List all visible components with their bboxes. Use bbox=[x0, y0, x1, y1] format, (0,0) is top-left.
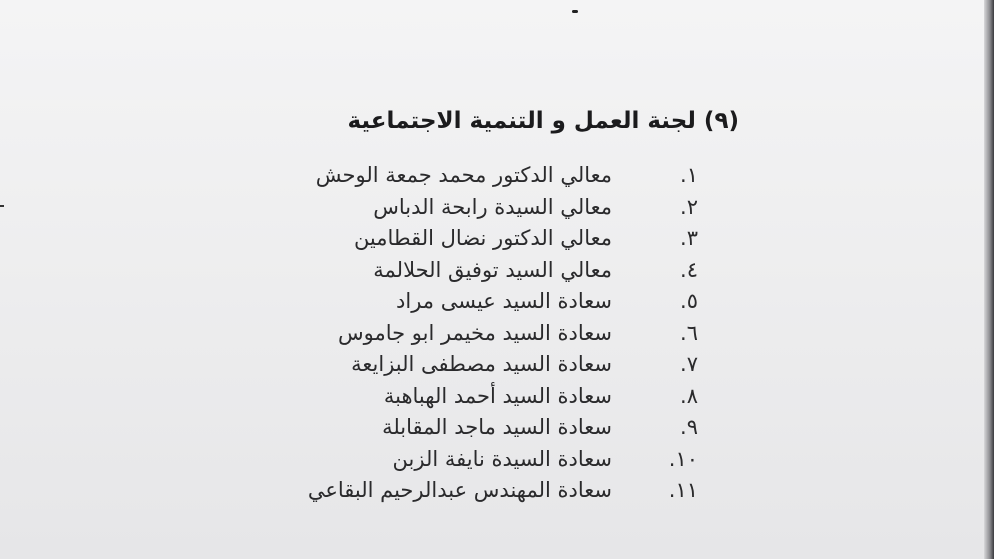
member-list bbox=[104, 160, 704, 507]
member-name: سعادة المهندس عبدالرحيم البقاعي bbox=[307, 478, 612, 502]
member-name: سعادة السيد مصطفى البزايعة bbox=[351, 352, 612, 376]
committee-heading: (٩) لجنة العمل و التنمية الاجتماعية bbox=[347, 108, 739, 134]
list-item bbox=[104, 475, 704, 507]
member-name: معالي الدكتور محمد جمعة الوحش bbox=[315, 163, 612, 187]
list-item bbox=[104, 444, 704, 476]
member-name: سعادة السيد مخيمر ابو جاموس bbox=[337, 320, 612, 345]
member-name: معالي الدكتور نضال القطامين bbox=[353, 226, 612, 250]
list-item bbox=[104, 318, 704, 350]
member-name: سعادة السيد ماجد المقابلة bbox=[382, 415, 612, 439]
item-number: ٧. bbox=[680, 352, 698, 376]
member-name: سعادة السيد عيسى مراد bbox=[396, 289, 612, 313]
item-number: ٢. bbox=[680, 194, 698, 219]
item-number: ٨. bbox=[680, 383, 698, 408]
list-item bbox=[104, 286, 704, 318]
page-edge-shadow bbox=[984, 0, 994, 559]
list-item bbox=[104, 192, 704, 224]
member-name: معالي السيد توفيق الحلالمة bbox=[373, 257, 612, 282]
item-number: ٣. bbox=[680, 226, 698, 250]
ink-speck bbox=[572, 10, 578, 13]
list-item bbox=[104, 223, 704, 255]
item-number: ١. bbox=[680, 163, 698, 187]
list-item bbox=[104, 349, 704, 381]
list-item bbox=[104, 381, 704, 413]
item-number: ٩. bbox=[680, 415, 698, 439]
list-item bbox=[104, 255, 704, 287]
ink-speck bbox=[0, 205, 4, 207]
item-number: ٤. bbox=[680, 257, 698, 282]
item-number: ١١. bbox=[668, 478, 698, 502]
item-number: ٦. bbox=[680, 320, 698, 345]
item-number: ١٠. bbox=[668, 446, 698, 471]
member-name: سعادة السيدة نايفة الزبن bbox=[392, 446, 612, 471]
list-item bbox=[104, 160, 704, 192]
list-item bbox=[104, 412, 704, 444]
member-name: سعادة السيد أحمد الهباهبة bbox=[383, 383, 612, 408]
member-name: معالي السيدة رابحة الدباس bbox=[373, 194, 612, 219]
item-number: ٥. bbox=[680, 289, 698, 313]
